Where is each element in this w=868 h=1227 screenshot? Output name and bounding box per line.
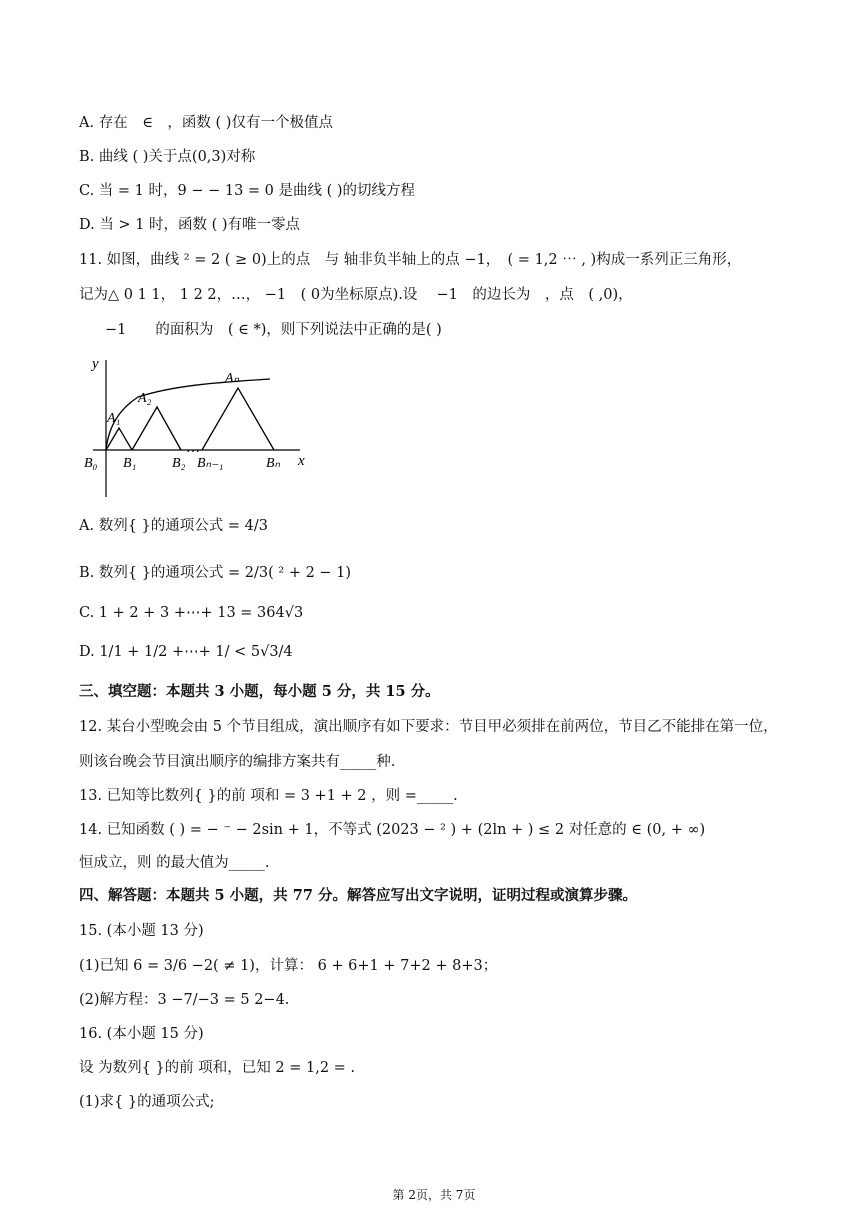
question-15-part-2: (2)解方程：3 −7/−3 = 5 2−4. (79, 992, 290, 1008)
page-footer: 第 2页，共 7页 (392, 1188, 476, 1202)
triangle-figure (78, 352, 318, 502)
question-12-line-2: 则该台晚会节目演出顺序的编排方案共有_____种. (79, 754, 396, 770)
question-14-line-1: 14. 已知函数 ( ) = − ⁻ − 2sin + 1，不等式 (2023 − ² ) + (2ln + ) ≤ 2 对任意的 ∈ (0, + ∞) (79, 822, 706, 838)
option-d-11: D. 1/1 + 1/2 +⋯+ 1/ < 5√3/4 (79, 644, 293, 660)
question-15-part-1: (1)已知 6 = 3/6 −2( ≠ 1)，计算： 6 + 6+1 + 7+2 + 8+3； (79, 958, 498, 974)
label-b0: B₀ (84, 456, 98, 471)
label-x: x (298, 453, 305, 469)
label-bn-1: Bₙ₋₁ (197, 456, 224, 471)
question-13: 13. 已知等比数列{ }的前 项和 = 3 +1 + 2 ，则 =_____. (79, 788, 458, 804)
curve (106, 379, 270, 450)
option-c-10: C. 当 = 1 时，9 − − 13 = 0 是曲线 ( )的切线方程 (79, 183, 416, 199)
label-an: Aₙ (225, 371, 240, 386)
option-a-10: A. 存在 ∈ ，函数 ( )仅有一个极值点 (79, 115, 333, 131)
question-16-header: 16. (本小题 15 分) (79, 1026, 204, 1042)
triangle-2 (132, 407, 181, 450)
option-b-11: B. 数列{ }的通项公式 = 2/3( ² + 2 − 1) (79, 565, 352, 581)
option-a-11: A. 数列{ }的通项公式 = 4/3 (79, 518, 268, 534)
triangle-n (202, 388, 274, 450)
option-b-10: B. 曲线 ( )关于点(0,3)对称 (79, 149, 256, 165)
question-11-line-1: 11. 如图，曲线 ² = 2 ( ≥ 0)上的点 与 轴非负半轴上的点 −1， ( = 1,2 ⋯ , )构成一系列正三角形， (79, 252, 742, 268)
question-16-stem: 设 为数列{ }的前 项和，已知 2 = 1,2 = . (79, 1060, 356, 1076)
question-16-part-1: (1)求{ }的通项公式; (79, 1094, 215, 1110)
question-11-line-3: −1 的面积为 ( ∈ *)，则下列说法中正确的是( ) (105, 322, 442, 338)
question-14-line-2: 恒成立，则 的最大值为_____. (79, 855, 270, 871)
question-11-line-2: 记为△ 0 1 1， 1 2 2，…， −1 ( 0为坐标原点).设 −1 的边长为 ，点 ( ,0)， (79, 287, 633, 303)
question-12-line-1: 12. 某台小型晚会由 5 个节目组成，演出顺序有如下要求：节目甲必须排在前两位，节目乙不能排在第一位， (79, 719, 778, 735)
label-bn: Bₙ (266, 456, 281, 471)
label-ellipsis: … (186, 441, 200, 456)
section-3-heading: 三、填空题：本题共 3 小题，每小题 5 分，共 15 分。 (79, 683, 440, 700)
label-a1: A₁ (107, 411, 121, 426)
label-b1: B₁ (123, 456, 137, 471)
question-15-header: 15. (本小题 13 分) (79, 923, 204, 939)
option-c-11: C. 1 + 2 + 3 +⋯+ 13 = 364√3 (79, 605, 304, 621)
label-b2: B₂ (172, 456, 186, 471)
label-y: y (92, 356, 99, 372)
section-4-heading: 四、解答题：本题共 5 小题，共 77 分。解答应写出文字说明，证明过程或演算步骤。 (79, 887, 637, 904)
label-a2: A₂ (138, 391, 152, 406)
option-d-10: D. 当 > 1 时，函数 ( )有唯一零点 (79, 217, 301, 233)
